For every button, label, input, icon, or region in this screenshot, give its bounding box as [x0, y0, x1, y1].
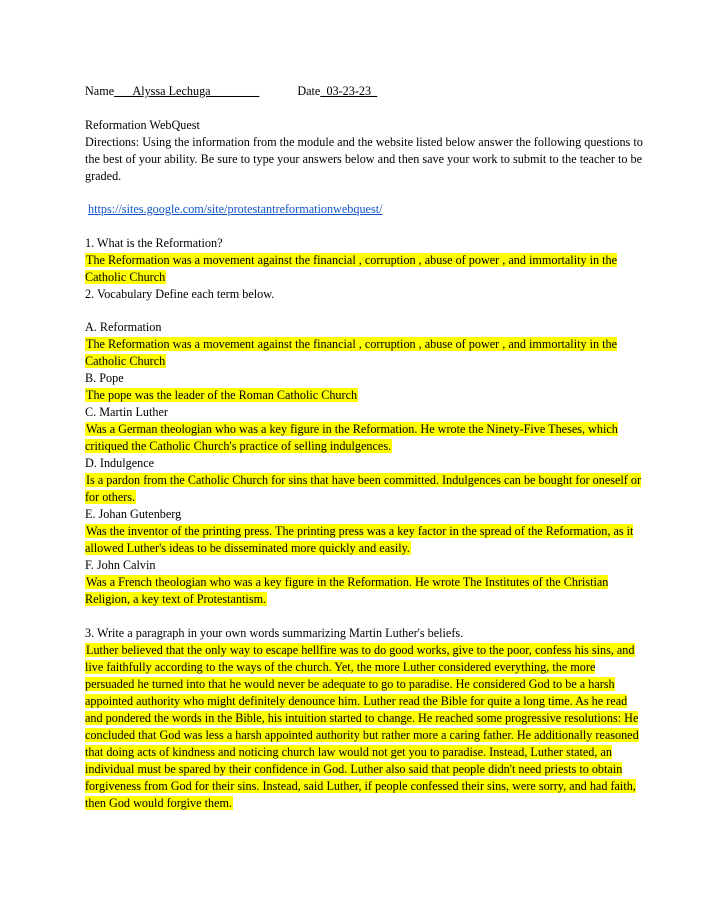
vocab-definition-text: Is a pardon from the Catholic Church for sins that have been committed. Indulgences can be bought for oneself or for others. — [85, 473, 642, 504]
vocab-term-reformation: A. Reformation — [85, 320, 162, 334]
answer-3 — [85, 642, 645, 812]
vocab-term-pope: B. Pope — [85, 371, 124, 385]
vocab-list — [85, 319, 645, 608]
document-body — [85, 83, 645, 812]
vocab-definition-text: The Reformation was a movement against the financial , corruption , abuse of power , and immortality in the Catholic Church — [85, 337, 618, 368]
vocab-term-john-calvin: F. John Calvin — [85, 558, 156, 572]
vocab-definition-indulgence — [85, 472, 645, 506]
webquest-link[interactable]: https://sites.google.com/site/protestantreformationwebquest/ — [88, 202, 383, 216]
date-value: _03-23-23_ — [320, 84, 378, 98]
worksheet-title: Reformation WebQuest — [85, 117, 200, 132]
vocab-definition-text: Was a French theologian who was a key figure in the Reformation. He wrote The Institutes of the Christian Religion, a key text of Protestantism. — [85, 575, 609, 606]
date-label: Date — [297, 84, 321, 98]
webquest-link-line — [85, 201, 645, 218]
vocab-definition-gutenberg — [85, 523, 645, 557]
question-2: 2. Vocabulary Define each term below. — [85, 286, 275, 301]
vocab-definition-text: Was a German theologian who was a key figure in the Reformation. He wrote the Ninety-Five Theses, which critiqued the Catholic Church's practice of selling indulgences. — [85, 422, 618, 453]
vocab-definition-text: The pope was the leader of the Roman Catholic Church — [86, 388, 358, 402]
vocab-definition-martin-luther — [85, 421, 645, 455]
question-3: 3. Write a paragraph in your own words summarizing Martin Luther's beliefs. — [85, 625, 464, 640]
vocab-definition-pope — [85, 387, 645, 404]
answer-1 — [85, 252, 645, 286]
question-1: 1. What is the Reformation? — [85, 235, 223, 250]
vocab-definition-text: Was the inventor of the printing press. The printing press was a key factor in the spread of the Reformation, as it allowed Luther's ideas to be disseminated more quickly and easily. — [85, 524, 634, 555]
vocab-term-martin-luther: C. Martin Luther — [85, 405, 168, 419]
answer-1-text: The Reformation was a movement against the financial , corruption , abuse of power , and immortality in the Catholic Church — [85, 252, 618, 284]
vocab-definition-reformation — [85, 336, 645, 370]
name-label: Name — [85, 84, 115, 98]
name-value: ___Alyssa Lechuga________ — [114, 84, 260, 98]
vocab-definition-john-calvin — [85, 574, 645, 608]
directions-text: Directions: Using the information from the module and the website listed below answer the following questions to the best of your ability. Be sure to type your answers below and then save your work to submit to the teacher to be graded. — [85, 134, 643, 183]
answer-3-text: Luther believed that the only way to escape hellfire was to do good works, give to the poor, confess his sins, and live faithfully according to the ways of the church. Yet, the more Luther considered everything, the more persuaded he turned into that he would never be adequate to go to paradise. He considered God to be a harsh appointed authority who might definitely denounce him. Luther read the Bible for quite a long time. As he read and pondered the words in the Bible, his intuition started to change. He reached some progressive resolutions: He concluded that God was less a harsh appointed authority but rather more a caring father. He additionally reasoned that doing acts of kindness and noticing church law would not get you to paradise. Instead, Luther stated, an individual must be spared by their confidence in God. Luther also said that people didn't need priests to obtain forgiveness from God for their sins. Instead, said Luther, if people confessed their sins, were sorry, and had faith, then God would forgive them. — [85, 642, 639, 810]
vocab-term-indulgence: D. Indulgence — [85, 456, 155, 470]
name-date-line — [85, 83, 645, 100]
vocab-term-gutenberg: E. Johan Gutenberg — [85, 507, 182, 521]
